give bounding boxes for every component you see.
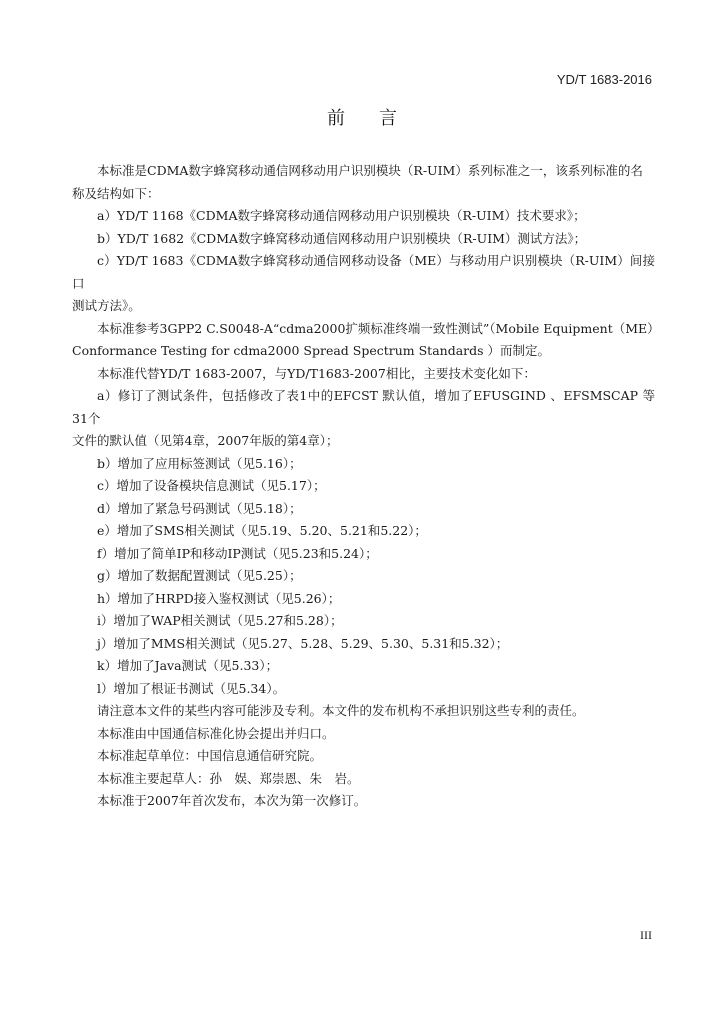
paragraph: 本标准起草单位：中国信息通信研究院。 <box>97 748 323 763</box>
list-item: a）YD/T 1168《CDMA数字蜂窝移动通信网移动用户识别模块（R-UIM）技术要求》； <box>97 208 586 223</box>
foreword-body <box>72 160 660 813</box>
list-item: d）增加了紧急号码测试（见5.18）； <box>97 500 302 516</box>
paragraph: 本标准由中国通信标准化协会提出并归口。 <box>97 725 335 741</box>
paragraph: 本标准于2007年首次发布，本次为第一次修订。 <box>97 793 367 808</box>
list-item: h）增加了HRPD接入鉴权测试（见5.26）； <box>97 590 341 606</box>
list-item: e）增加了SMS相关测试（见5.19、5.20、5.21和5.22）； <box>97 523 427 538</box>
paragraph-continuation: 称及结构如下： <box>72 185 160 201</box>
list-item: f）增加了简单IP和移动IP测试（见5.23和5.24）； <box>97 545 378 561</box>
list-item: b）增加了应用标签测试（见5.16）； <box>97 455 302 471</box>
paragraph-continuation: Conformance Testing for cdma2000 Spread Spectrum Standards ）而制定。 <box>72 343 551 358</box>
paragraph: 请注意本文件的某些内容可能涉及专利。本文件的发布机构不承担识别这些专利的责任。 <box>97 703 585 718</box>
document-code: YD/T 1683-2016 <box>556 72 652 87</box>
paragraph: 本标准主要起草人：孙 娱、郑崇恩、朱 岩。 <box>97 770 360 786</box>
list-item: c）增加了设备模块信息测试（见5.17）； <box>97 478 326 493</box>
page-number: III <box>640 928 652 942</box>
page-title: 前言 <box>327 108 431 129</box>
paragraph-continuation: 文件的默认值（见第4章，2007年版的第4章）； <box>72 433 339 448</box>
list-item: l）增加了根证书测试（见5.34）。 <box>97 680 286 696</box>
paragraph-continuation: 测试方法》。 <box>72 298 141 313</box>
list-item: c）YD/T 1683《CDMA数字蜂窝移动通信网移动设备（ME）与移动用户识别模块（R-UIM）间接口 <box>72 253 655 291</box>
paragraph: 本标准代替YD/T 1683-2007，与YD/T1683-2007相比，主要技术变化如下： <box>97 365 536 381</box>
list-item: j）增加了MMS相关测试（见5.27、5.28、5.29、5.30、5.31和5.32）； <box>97 635 509 651</box>
paragraph: 本标准是CDMA数字蜂窝移动通信网移动用户识别模块（R-UIM）系列标准之一，该系列标准的名 <box>97 163 643 178</box>
list-item: a）修订了测试条件，包括修改了表1中的EFCST 默认值，增加了EFUSGIND 、EFSMSCAP 等31个 <box>72 388 655 426</box>
list-item: g）增加了数据配置测试（见5.25）； <box>97 568 302 583</box>
list-item: i）增加了WAP相关测试（见5.27和5.28）； <box>97 613 343 628</box>
list-item: b）YD/T 1682《CDMA数字蜂窝移动通信网移动用户识别模块（R-UIM）测试方法》； <box>97 230 587 246</box>
paragraph: 本标准参考3GPP2 C.S0048-A“cdma2000扩频标准终端一致性测试”（Mobile Equipment（ME） <box>97 320 660 336</box>
list-item: k）增加了Java测试（见5.33）； <box>97 658 279 673</box>
